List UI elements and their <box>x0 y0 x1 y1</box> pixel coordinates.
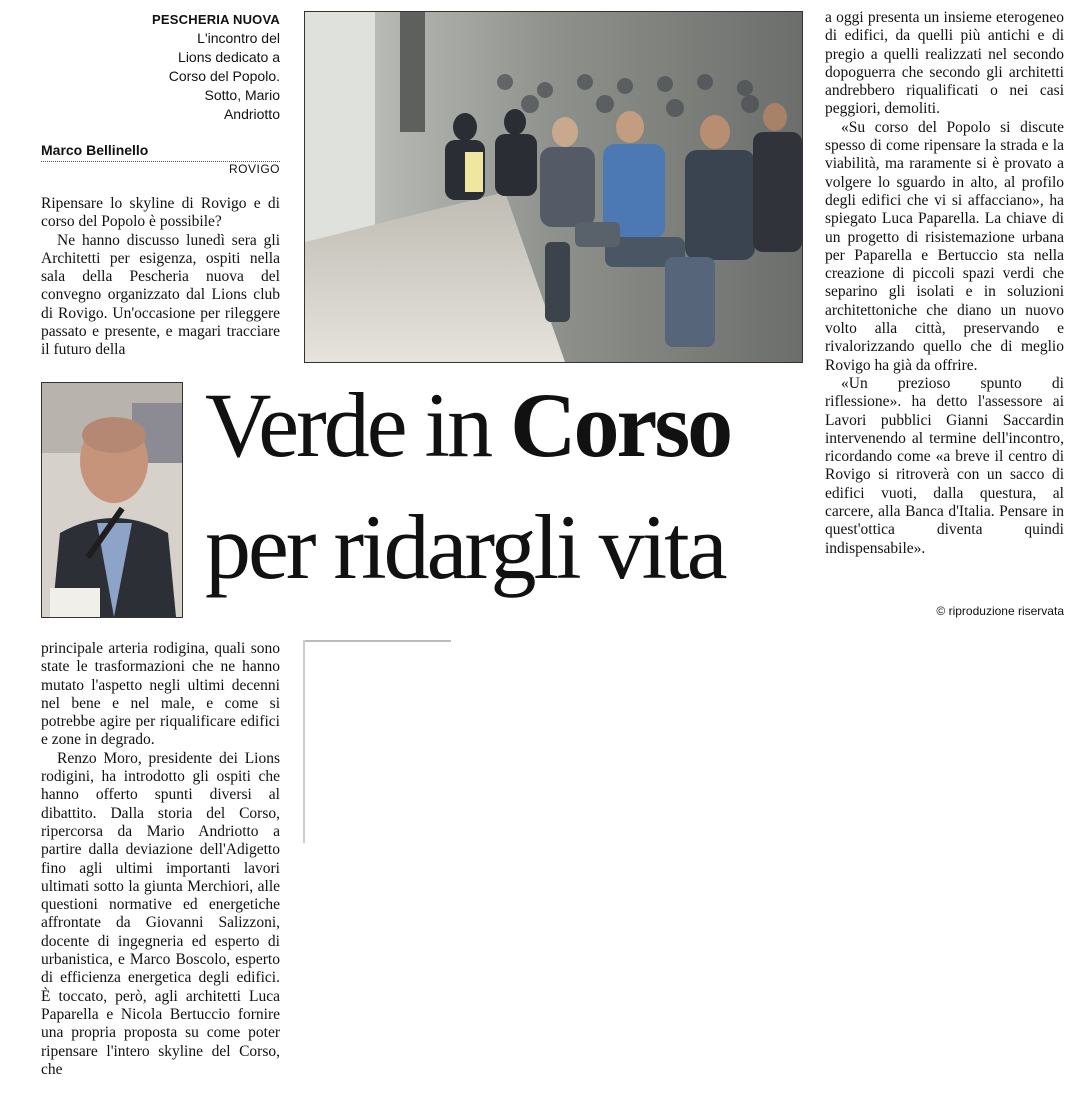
headline-text: Verde in <box>205 374 511 476</box>
paragraph: a oggi presenta un insieme eterogeneo di edifici, da quelli più antichi e di pregio a quelli realizzati nel secondo dopoguerra che secondo gli architetti andrebbero riqualificati o nei casi peggiori, demoliti. <box>825 9 1064 118</box>
article-column-3 <box>825 9 1064 558</box>
caption-line: Lions dedicato a <box>178 49 280 65</box>
caption-line: Sotto, Mario <box>204 87 280 103</box>
caption-line: Andriotto <box>223 106 280 122</box>
byline <box>41 141 280 162</box>
paragraph: Renzo Moro, presidente dei Lions rodigini, ha introdotto gli ospiti che hanno offerto spunti diversi al dibattito. Dalla storia del Corso, ripercorsa da Mario Andriotto a partire dalla deviazione dell'Adigetto fino agli ultimi importanti lavori ultimati sotto la giunta Merchiori, alle questioni normative ed energetiche affrontate da Giovanni Salizzoni, docente di ingegneria ed esperto di urbanistica, e Marco Boscolo, esperto di efficienza energetica degli edifici. È toccato, però, agli architetti Luca Paparella e Nicola Bertuccio fornire una propria proposta su come poter ripensare l'intero skyline del Corso, che <box>41 749 280 1078</box>
article-column-1-bottom <box>41 640 280 1079</box>
copyright-notice: © riproduzione riservata <box>936 604 1064 618</box>
paragraph: Ripensare lo skyline di Rovigo e di corso del Popolo è possibile? <box>41 195 280 231</box>
paragraph: «Un prezioso spunto di riflessione». ha detto l'assessore ai Lavori pubblici Gianni Saccardin intervenendo al termine dell'incontro, ricordando come «a breve il centro di Rovigo si ritroverà con un sacco di edifici vuoti, dalla questura, al carcere, alla Banca d'Italia. Pensare in quest'ottica diventa quindi indispensabile». <box>825 374 1064 557</box>
headline-line-2: per ridargli vita <box>205 496 725 598</box>
dateline-city: ROVIGO <box>228 162 280 176</box>
headline-line-1 <box>205 370 730 480</box>
author-name: Marco Bellinello <box>41 142 149 158</box>
article-column-1-top <box>41 195 280 360</box>
paragraph: Ne hanno discusso lunedì sera gli Architetti per esigenza, ospiti nella sala della Pescheria nuova del convegno organizzato dal Lions club di Rovigo. Un'occasione per rileggere passato e presente, e magari tracciare il futuro della <box>41 231 280 359</box>
conference-photo <box>304 11 803 363</box>
audience-illustration <box>305 12 802 362</box>
caption-kicker: PESCHERIA NUOVA <box>152 12 280 27</box>
headline-emphasis: Corso <box>510 374 731 476</box>
paragraph: principale arteria rodigina, quali sono state le trasformazioni che ne hanno mutato l'aspetto negli ultimi decenni nel bene e nel male, e come si potrebbe agire per riqualificare edifici e zone in degrado. <box>41 640 280 749</box>
divider-rule <box>303 640 305 843</box>
divider-rule <box>303 640 451 642</box>
portrait-photo-mario-andriotto <box>41 382 183 618</box>
caption-line: Corso del Popolo. <box>168 68 280 84</box>
portrait-illustration <box>42 383 182 617</box>
paragraph: «Su corso del Popolo si discute spesso di come ripensare la strada e la viabilità, ma raramente si è provato a volgere lo sguardo in alto, al profilo degli edifici che vi si affacciano», ha spiegato Luca Paparella. La chiave di un progetto di risistemazione urbana per Paparella e Bertuccio sta nella creazione di piccoli spazi verdi che separino gli isolati e in soluzioni architettoniche che diano un nuovo volto alla città, preservando e rivalorizzando quello che di meglio Rovigo ha già da offrire. <box>825 118 1064 374</box>
caption-line: L'incontro del <box>197 30 280 46</box>
photo-caption <box>150 10 280 124</box>
